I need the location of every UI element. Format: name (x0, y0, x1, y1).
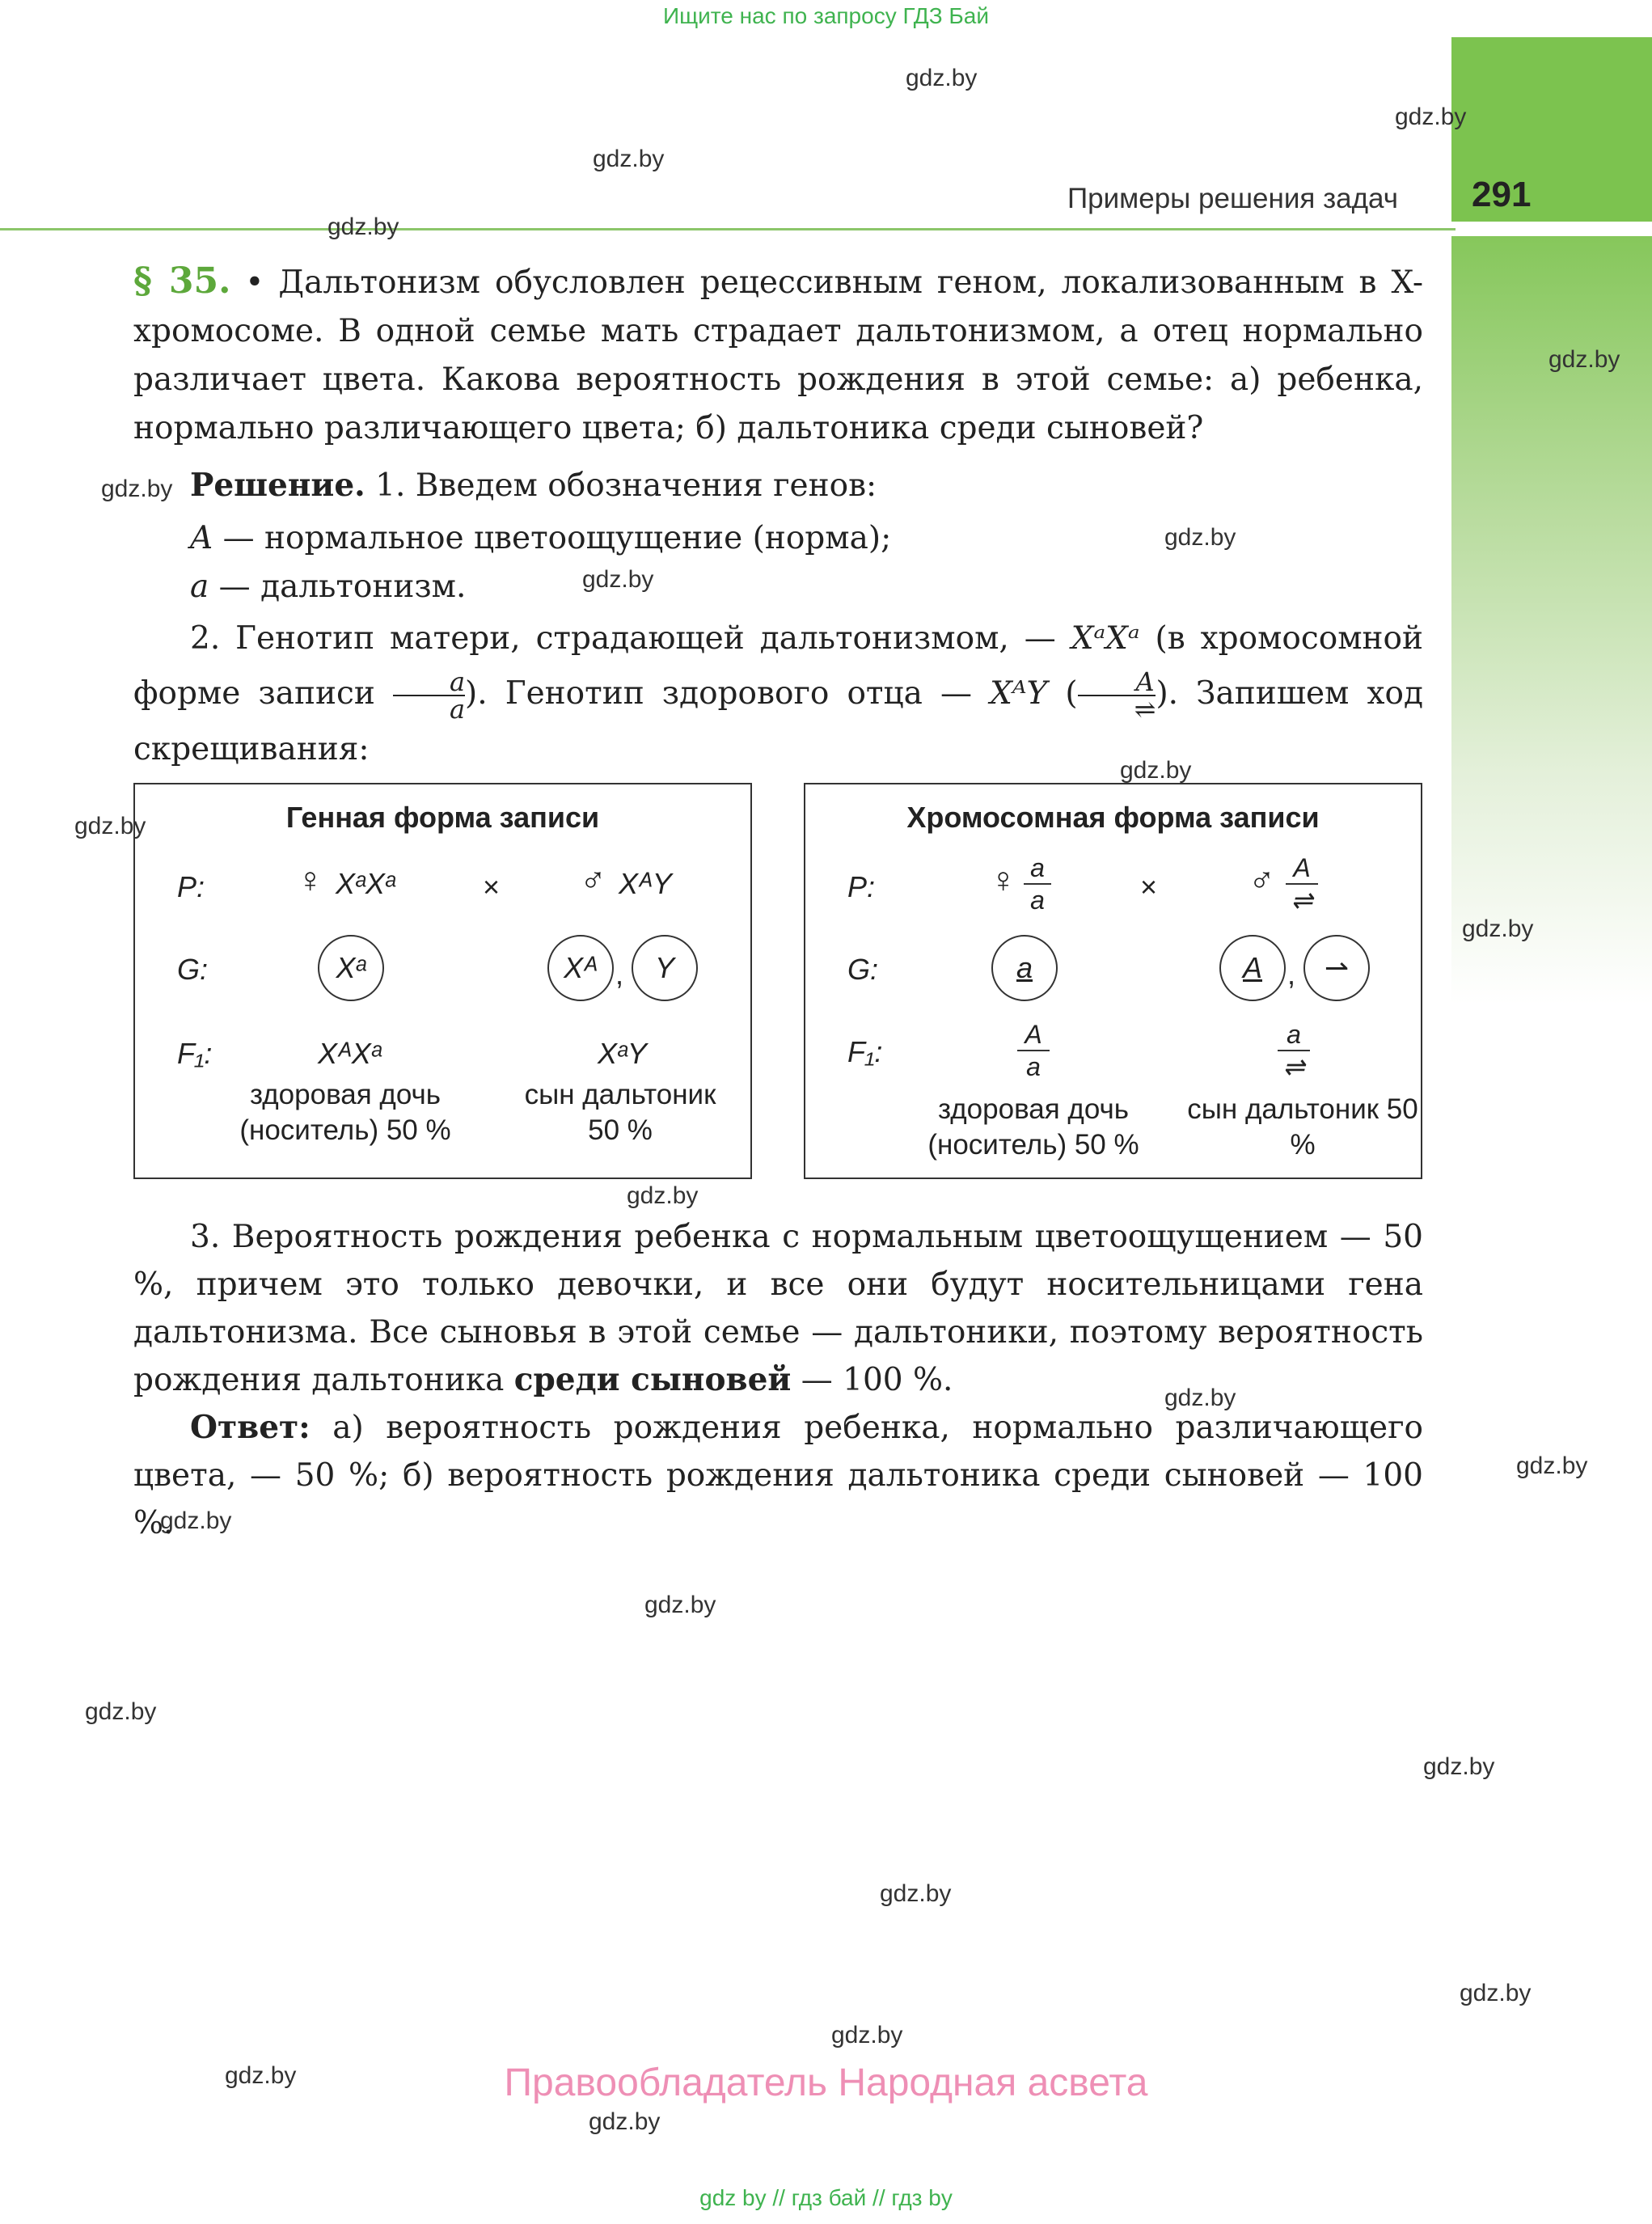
fraction-bottom: a (393, 695, 465, 722)
father-genotype: XᴬY (990, 675, 1048, 712)
row-label-p: P: (847, 870, 876, 903)
watermark: gdz.by (1164, 524, 1236, 551)
chrom-line (1024, 883, 1051, 885)
male-icon: ♂ (1249, 860, 1275, 900)
watermark: gdz.by (160, 1507, 232, 1534)
answer-label: Ответ: (190, 1409, 311, 1446)
father-genotype: XᴬY (619, 867, 672, 900)
step3-text: 3. Вероятность рождения ребенка с нормальным цветоощущением — 50 %, причем это только девочки, и все они будут носительницами гена дальтонизма. Все сыновья в этой семье — дальтоники, поэтому вероятность рождения дальтоника (133, 1219, 1423, 1398)
gamete-circle: a (991, 935, 1058, 1001)
father-chromosomes (1286, 854, 1318, 914)
box-title: Генная форма записи (285, 801, 600, 834)
step3-bold: среди сыновей (513, 1361, 792, 1398)
father-chrom-fraction (1078, 666, 1156, 725)
copyright: Правообладатель Народная асвета (504, 2061, 1148, 2104)
watermark: gdz.by (593, 146, 665, 172)
step1-text: 1. Введем обозначения генов: (375, 467, 877, 504)
watermark: gdz.by (85, 1698, 157, 1725)
watermark: gdz.by (589, 2108, 661, 2135)
cross-sign: × (483, 870, 501, 903)
gene-a-symbol: a (190, 569, 209, 605)
child-genotype: XᴬXᵃ (318, 1037, 382, 1070)
step2-part1: 2. Генотип матери, страдающей дальтонизмом, — (190, 620, 1056, 657)
watermark: gdz.by (831, 2022, 903, 2049)
chrom-top: A (1293, 853, 1311, 882)
watermark: gdz.by (1120, 757, 1192, 784)
gene-A-symbol: A (190, 520, 213, 556)
solution-step2: 2. Генотип матери, страдающей дальтонизмом, — XᵃXᵃ (в хромосомной форме записи $\frac{a}{a}$ ). Генотип здорового отца — XᴬY ( A ⇌ ). Запишем ход скрещивания: (133, 620, 1424, 767)
page-number: 291 (1472, 175, 1532, 214)
watermark: gdz.by (225, 2062, 297, 2089)
mother-chromosomes (1024, 854, 1051, 914)
step2-part4: ). Запишем ход скрещивания: (133, 675, 1423, 767)
female-icon: ♀ (990, 860, 1016, 900)
chrom-top: A (1025, 1020, 1042, 1049)
gamete-circle: A (1219, 935, 1286, 1001)
row-label-g: G: (847, 953, 879, 986)
watermark: gdz.by (582, 566, 654, 593)
box-title: Хромосомная форма записи (906, 801, 1320, 834)
gene-A-desc: — нормальное цветоощущение (норма); (222, 520, 892, 556)
son-chromosomes (1278, 1021, 1310, 1080)
problem-text: Дальтонизм обусловлен рецессивным геном, локализованным в X-хромосоме. В одной семье мать страдает дальтонизмом, а отец нормально различает цвета. Какова вероятность рождения в этой семье: а) ребенка, нормально различающего цвета; б) дальтоника среди сыновей? (133, 264, 1423, 446)
watermark: gdz.by (1516, 1452, 1588, 1479)
mother-genotype: XᵃXᵃ (336, 867, 395, 900)
mother-genotype: XᵃXᵃ (1071, 620, 1140, 657)
chrom-line (1286, 883, 1318, 885)
watermark: gdz.by (627, 1182, 699, 1209)
gamete-circle: Xᴬ (547, 935, 614, 1001)
chrom-bottom: a (1030, 886, 1045, 915)
chrom-line (1017, 1050, 1050, 1051)
problem-statement (133, 257, 1423, 453)
chromosome-form-box (804, 783, 1422, 1179)
solution-label: Решение. (190, 467, 365, 504)
gene-a-desc: — дальтонизм. (218, 569, 467, 605)
chrom-line (1278, 1050, 1310, 1051)
top-banner[interactable]: Ищите нас по запросу ГДЗ Бай (662, 3, 990, 28)
footer-links[interactable]: gdz by // гдз бай // гдз by (699, 2185, 953, 2210)
bullet: • (245, 264, 264, 301)
row-label-f1: F₁: (177, 1037, 213, 1070)
watermark: gdz.by (1164, 1385, 1236, 1411)
watermark: gdz.by (1462, 915, 1534, 942)
solution-step3 (133, 1213, 1423, 1404)
daughter-chromosomes (1017, 1021, 1050, 1080)
gene-form-box (133, 783, 752, 1179)
answer (133, 1404, 1423, 1547)
running-head: Примеры решения задач (1067, 183, 1398, 214)
step3-end: — 100 %. (801, 1362, 953, 1398)
chrom-bottom: a (1026, 1052, 1041, 1081)
comma: , (1287, 958, 1296, 991)
chrom-bottom: ⇌ (1291, 886, 1313, 915)
watermark: gdz.by (74, 813, 146, 839)
solution-step1 (133, 461, 1423, 510)
child-caption: здоровая дочь (носитель) 50 % (239, 1079, 451, 1146)
watermark: gdz.by (101, 476, 173, 502)
chrom-top: a (1287, 1020, 1301, 1049)
header-rule (0, 228, 1456, 230)
row-label-g: G: (177, 953, 209, 986)
fraction-top: A (1135, 666, 1155, 697)
watermark: gdz.by (644, 1592, 716, 1618)
child-caption: здоровая дочь (носитель) 50 % (927, 1093, 1139, 1161)
gene-a-line (133, 563, 1423, 611)
child-caption: сын дальтоник 50 % (524, 1079, 716, 1146)
gamete-circle: Y (632, 935, 698, 1001)
chrom-top: a (1030, 853, 1045, 882)
fraction-bottom: ⇌ (1078, 695, 1156, 722)
section-number: § 35. (133, 260, 231, 302)
watermark: gdz.by (327, 214, 399, 240)
chrom-bottom: ⇌ (1282, 1052, 1305, 1081)
gamete-circle: Xᵃ (318, 935, 384, 1001)
watermark: gdz.by (1395, 104, 1467, 130)
answer-text: а) вероятность рождения ребенка, нормально различающего цвета, — 50 %; б) вероятность рождения дальтоника среди сыновей — 100 %. (133, 1410, 1424, 1541)
cross-sign: × (1140, 870, 1158, 903)
fraction-top: a (449, 666, 466, 697)
watermark: gdz.by (880, 1880, 952, 1907)
watermark: gdz.by (1423, 1753, 1495, 1780)
gamete-circle: ⇀ (1303, 935, 1370, 1001)
gene-A-line (133, 514, 1423, 563)
male-icon: ♂ (580, 860, 606, 900)
step2-part2: (в хромосомной форме записи (133, 620, 1424, 712)
row-label-p: P: (177, 870, 205, 903)
comma: , (615, 958, 624, 991)
watermark: gdz.by (1460, 1980, 1532, 2006)
child-genotype: XᵃY (598, 1037, 647, 1070)
step2-part3: ). Генотип здорового отца — (465, 675, 972, 712)
female-icon: ♀ (297, 860, 323, 900)
row-label-f1: F₁: (847, 1035, 883, 1068)
child-caption: сын дальтоник 50 % (1187, 1093, 1418, 1161)
mother-chrom-fraction (393, 666, 466, 725)
watermark: gdz.by (1548, 346, 1620, 373)
watermark: gdz.by (906, 65, 978, 91)
